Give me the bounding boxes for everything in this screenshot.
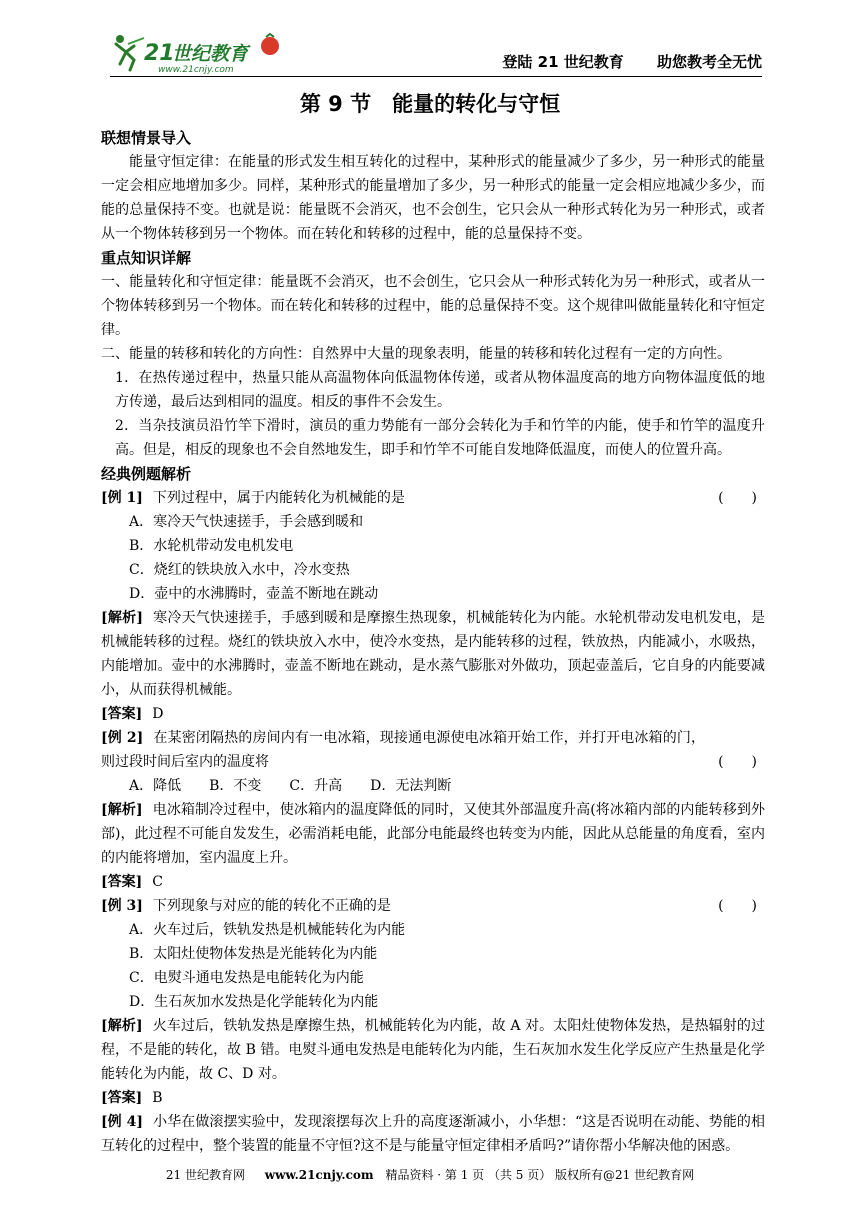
example-2-question — [101, 726, 765, 774]
header-motto-text: 助您教考全无忧 — [656, 53, 762, 71]
answer-label: [答案] — [101, 706, 143, 722]
document-body — [101, 126, 765, 1158]
example-4-label: [例 4] — [101, 1114, 144, 1130]
example-3-label: [例 3] — [101, 898, 143, 914]
example-3-question — [101, 894, 765, 918]
example-1-option: A．寒冷天气快速搓手，手会感到暖和 — [129, 514, 364, 530]
answer-blank: ( ) — [718, 490, 757, 506]
analysis-text: 寒冷天气快速搓手，手感到暖和是摩擦生热现象，机械能转化为内能。水轮机带动发电机发电，是机械能转移的过程。烧红的铁块放入水中，使冷水变热，是内能转移的过程，铁放热，内能减小，水吸热，内能增加。壶中的水沸腾时，壶盖不断地在跳动，是水蒸气膨胀对外做功，顶起壶盖后，它自身的内能要减小，从而获得机械能。 — [101, 610, 765, 698]
answer-label: [答案] — [101, 874, 143, 890]
analysis-label: [解析] — [101, 802, 143, 818]
example-2-text: 在某密闭隔热的房间内有一电冰箱，现接通电源使电冰箱开始工作，并打开电冰箱的门，则过段时间后室内的温度将 — [101, 730, 705, 770]
intro-paragraph: 能量守恒定律：在能量的形式发生相互转化的过程中，某种形式的能量减少了多少，另一种形式的能量一定会相应地增加多少。同样，某种形式的能量增加了多少，另一种形式的能量一定会相应地减少多少，而能的总量保持不变。也就是说：能量既不会消灭，也不会创生，它只会从一种形式转化为另一种形式，或者从一个物体转移到另一个物体。而在转化和转移的过程中，能的总量保持不变。 — [101, 154, 765, 242]
knowledge-paragraph-1: 一、能量转化和守恒定律：能量既不会消灭，也不会创生，它只会从一种形式转化为另一种形式，或者从一个物体转移到另一个物体。而在转化和转移的过程中，能的总量保持不变。这个规律叫做能量转化和守恒定律。 — [101, 274, 765, 338]
footer-site-name: 21 世纪教育网 — [165, 1168, 245, 1182]
example-4-text: 小华在做滚摆实验中，发现滚摆每次上升的高度逐渐减小，小华想：“这是否说明在动能、势能的相互转化的过程中，整个装置的能量不守恒?这不是与能量守恒定律相矛盾吗?”请你帮小华解决他的困惑。 — [101, 1114, 765, 1154]
example-3-option: B．太阳灶使物体发热是光能转化为内能 — [129, 946, 378, 962]
header-login-text: 登陆 21 世纪教育 — [502, 53, 624, 71]
page-footer — [0, 1166, 860, 1183]
answer-blank: ( ) — [718, 754, 757, 770]
svg-text:www.21cnjy.com: www.21cnjy.com — [158, 65, 234, 74]
analysis-label: [解析] — [101, 610, 143, 626]
site-logo — [110, 30, 285, 74]
section-heading-intro: 联想情景导入 — [101, 129, 192, 147]
example-1-question — [101, 486, 765, 510]
example-2-label: [例 2] — [101, 730, 144, 746]
answer-label: [答案] — [101, 1090, 143, 1106]
section-heading-knowledge: 重点知识详解 — [101, 249, 192, 267]
example-1-option: C．烧红的铁块放入水中，冷水变热 — [129, 562, 350, 578]
section-heading-examples: 经典例题解析 — [101, 465, 192, 483]
analysis-label: [解析] — [101, 1018, 143, 1034]
example-2-answer — [101, 870, 765, 894]
answer-blank: ( ) — [718, 898, 757, 914]
header-slogan — [474, 51, 762, 72]
example-3-option: C．电熨斗通电发热是电能转化为内能 — [129, 970, 364, 986]
svg-text:世纪教育: 世纪教育 — [172, 43, 249, 65]
example-1-label: [例 1] — [101, 490, 143, 506]
analysis-text: 火车过后，铁轨发热是摩擦生热，机械能转化为内能，故 A 对。太阳灶使物体发热，是热辐射的过程，不是能的转化，故 B 错。电熨斗通电发热是电能转化为内能，生石灰加水发生化学反应产生热量是化学能转化为内能，故 C、D 对。 — [101, 1018, 766, 1082]
page-header — [110, 30, 762, 77]
knowledge-item-1: 1．在热传递过程中，热量只能从高温物体向低温物体传递，或者从物体温度高的地方向物体温度低的地方传递，最后达到相同的温度。相反的事件不会发生。 — [115, 370, 765, 410]
analysis-text: 电冰箱制冷过程中，使冰箱内的温度降低的同时，又使其外部温度升高(将冰箱内部的内能转移到外部)，此过程不可能自发发生，必需消耗电能，此部分电能最终也转变为内能，因此从总能量的角度看，室内的内能将增加，室内温度上升。 — [101, 802, 765, 866]
page-title: 第 9 节 能量的转化与守恒 — [299, 92, 561, 116]
svg-text:21: 21 — [144, 41, 175, 66]
example-2-analysis — [101, 798, 765, 870]
example-1-option: D．壶中的水沸腾时，壶盖不断地在跳动 — [129, 586, 379, 602]
answer-value: B — [152, 1090, 163, 1106]
example-1-option: B．水轮机带动发电机发电 — [129, 538, 294, 554]
example-4-question — [101, 1110, 765, 1158]
example-3-option: D．生石灰加水发热是化学能转化为内能 — [129, 994, 379, 1010]
knowledge-item-2: 2．当杂技演员沿竹竿下滑时，演员的重力势能有一部分会转化为手和竹竿的内能，使手和竹竿的温度升高。但是，相反的现象也不会自然地发生，即手和竹竿不可能自发地降低温度，而使人的位置升高。 — [115, 418, 765, 458]
example-2-options: A．降低 B．不变 C．升高 D．无法判断 — [129, 778, 452, 794]
example-3-text: 下列现象与对应的能的转化不正确的是 — [152, 898, 391, 914]
footer-url-link[interactable]: www.21cnjy.com — [264, 1168, 374, 1182]
answer-value: C — [152, 874, 163, 890]
example-3-answer — [101, 1086, 765, 1110]
example-1-text: 下列过程中，属于内能转化为机械能的是 — [152, 490, 405, 506]
example-1-analysis — [101, 606, 765, 702]
knowledge-paragraph-2: 二、能量的转移和转化的方向性：自然界中大量的现象表明，能量的转移和转化过程有一定的方向性。 — [101, 346, 731, 362]
answer-value: D — [152, 706, 164, 722]
example-1-answer — [101, 702, 765, 726]
footer-page-info: 精品资料 · 第 1 页 （共 5 页） 版权所有@21 世纪教育网 — [385, 1168, 695, 1182]
example-3-analysis — [101, 1014, 765, 1086]
example-3-option: A．火车过后，铁轨发热是机械能转化为内能 — [129, 922, 406, 938]
